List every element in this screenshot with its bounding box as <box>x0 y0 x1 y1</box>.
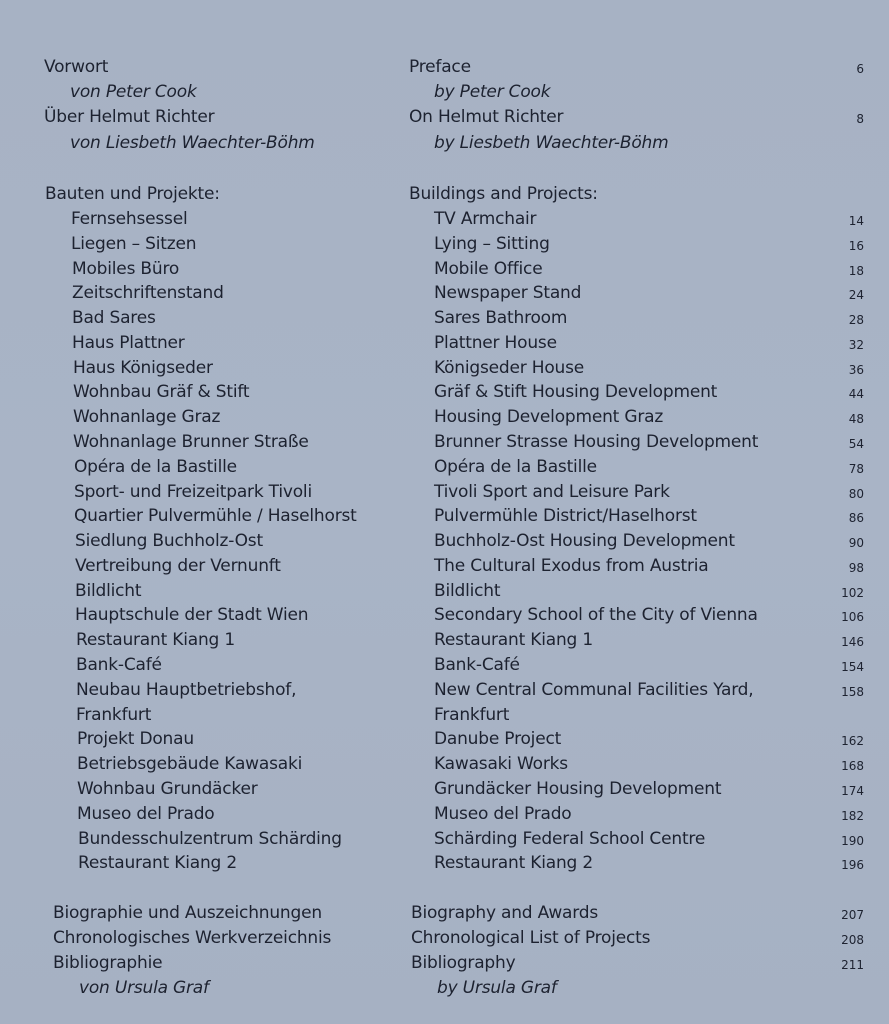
page-number: 154 <box>841 660 864 675</box>
page-number: 86 <box>848 511 864 526</box>
entry-title-en: Chronological List of Projects <box>411 928 651 948</box>
page-number: 90 <box>848 536 864 551</box>
entry-title-en: Frankfurt <box>434 704 510 725</box>
section-heading <box>0 182 889 207</box>
entry-title-de: Bildlicht <box>75 580 142 601</box>
entry-title-de: Hauptschule der Stadt Wien <box>75 605 309 626</box>
entry-title-de: von Ursula Graf <box>79 978 209 998</box>
toc-entry <box>0 951 889 976</box>
entry-title-de: Wohnanlage Brunner Straße <box>73 432 309 453</box>
entry-title-en: by Liesbeth Waechter-Böhm <box>434 133 669 153</box>
toc-entry <box>0 55 889 80</box>
toc-entry <box>0 80 889 105</box>
entry-title-de: Wohnanlage Graz <box>73 407 221 428</box>
entry-title-de: Bibliographie <box>53 953 163 973</box>
entry-title-en: Buchholz-Ost Housing Development <box>434 531 735 552</box>
entry-title-de: Liegen – Sitzen <box>71 233 197 254</box>
page-number: 18 <box>848 263 864 278</box>
entry-title-en: Königseder House <box>434 357 585 378</box>
entry-title-en: Opéra de la Bastille <box>434 456 597 477</box>
toc-entry <box>0 727 889 752</box>
toc-entry <box>0 554 889 579</box>
entry-title-de: Restaurant Kiang 1 <box>76 630 235 651</box>
entry-title-en: Buildings and Projects: <box>409 184 598 204</box>
entry-title-en: Museo del Prado <box>434 803 572 824</box>
entry-title-en: Secondary School of the City of Vienna <box>434 605 758 626</box>
entry-title-en: Tivoli Sport and Leisure Park <box>434 481 670 502</box>
page-number: 54 <box>848 437 864 452</box>
entry-title-en: Gräf & Stift Housing Development <box>434 382 718 403</box>
entry-title-en: Sares Bathroom <box>434 308 568 329</box>
toc-entry <box>0 579 889 604</box>
entry-title-en: by Ursula Graf <box>437 978 557 998</box>
entry-title-de: Biographie und Auszeichnungen <box>53 903 322 923</box>
toc-entry <box>0 405 889 430</box>
entry-title-de: Wohnbau Gräf & Stift <box>73 382 250 403</box>
entry-title-en: TV Armchair <box>434 209 537 229</box>
page-number: 168 <box>841 759 864 774</box>
entry-title-de: Über Helmut Richter <box>44 107 215 127</box>
entry-title-en: Schärding Federal School Centre <box>434 828 706 849</box>
entry-title-de: Vertreibung der Vernunft <box>75 555 281 576</box>
entry-title-de: Wohnbau Grundäcker <box>77 778 258 799</box>
page-number: 162 <box>841 734 864 749</box>
entry-title-de: Chronologisches Werkverzeichnis <box>53 928 332 948</box>
page-number: 8 <box>856 112 864 126</box>
page-number: 207 <box>841 908 864 922</box>
page-number: 78 <box>848 461 864 476</box>
entry-title-en: Preface <box>409 57 471 77</box>
entry-title-en: Danube Project <box>434 729 562 750</box>
toc-entry <box>0 678 889 703</box>
entry-title-en: The Cultural Exodus from Austria <box>434 555 709 576</box>
page-number: 28 <box>848 313 864 328</box>
entry-title-de: Projekt Donau <box>77 729 194 750</box>
toc-entry <box>0 356 889 381</box>
toc-entry <box>0 207 889 232</box>
entry-title-de: Haus Königseder <box>73 357 213 378</box>
toc-entry <box>0 603 889 628</box>
toc-entry <box>0 331 889 356</box>
entry-title-de: Siedlung Buchholz-Ost <box>75 531 263 552</box>
entry-title-en: Bank-Café <box>434 655 520 676</box>
toc-entry <box>0 306 889 331</box>
page-number: 182 <box>841 808 864 823</box>
page-number: 32 <box>848 337 864 352</box>
page-number: 80 <box>848 486 864 501</box>
entry-title-en: Restaurant Kiang 2 <box>434 853 593 874</box>
entry-title-de: Opéra de la Bastille <box>74 456 237 477</box>
toc-entry <box>0 257 889 282</box>
entry-title-en: Biography and Awards <box>411 903 599 923</box>
entry-title-en: Mobile Office <box>434 258 543 279</box>
page-number: 48 <box>848 412 864 427</box>
entry-title-de: Neubau Hauptbetriebshof, <box>76 679 297 700</box>
entry-title-de: Haus Plattner <box>72 332 185 353</box>
page-number: 36 <box>848 362 864 377</box>
toc-entry <box>0 281 889 306</box>
entry-title-de: Betriebsgebäude Kawasaki <box>77 754 303 775</box>
page-number: 102 <box>841 585 864 600</box>
entry-title-de: von Peter Cook <box>70 82 197 102</box>
entry-title-en: On Helmut Richter <box>409 107 564 127</box>
page-number: 146 <box>841 635 864 650</box>
toc-entry <box>0 752 889 777</box>
page-number: 106 <box>841 610 864 625</box>
toc-entry <box>0 777 889 802</box>
toc-entry <box>0 504 889 529</box>
toc-entry <box>0 703 889 728</box>
entry-title-en: Kawasaki Works <box>434 754 568 775</box>
toc-entry <box>0 455 889 480</box>
toc-entry <box>0 380 889 405</box>
toc-entry <box>0 976 889 1001</box>
page-number: 211 <box>841 958 864 972</box>
entry-title-en: Bibliography <box>411 953 516 973</box>
page-number: 6 <box>856 62 864 76</box>
entry-title-de: Vorwort <box>44 57 109 77</box>
toc-entry <box>0 827 889 852</box>
toc-entry <box>0 430 889 455</box>
entry-title-en: Grundäcker Housing Development <box>434 778 722 799</box>
entry-title-en: Newspaper Stand <box>434 283 582 304</box>
entry-title-de: Sport- und Freizeitpark Tivoli <box>74 481 312 502</box>
toc-entry <box>0 653 889 678</box>
entry-title-en: Housing Development Graz <box>434 407 664 428</box>
toc-entry <box>0 131 889 156</box>
entry-title-de: Quartier Pulvermühle / Haselhorst <box>74 506 357 527</box>
page-number: 24 <box>848 288 864 303</box>
page-number: 174 <box>841 783 864 798</box>
entry-title-en: Plattner House <box>434 332 557 353</box>
toc-entry <box>0 901 889 926</box>
entry-title-de: Mobiles Büro <box>72 258 180 279</box>
page-number: 196 <box>841 858 864 873</box>
entry-title-de: Fernsehsessel <box>71 209 188 229</box>
page-number: 16 <box>848 238 864 253</box>
page-number: 190 <box>841 833 864 848</box>
toc-entry <box>0 628 889 653</box>
entry-title-de: Bad Sares <box>72 308 156 329</box>
entry-title-en: Lying – Sitting <box>434 233 550 254</box>
toc-entry <box>0 529 889 554</box>
entry-title-de: Bank-Café <box>76 655 162 676</box>
entry-title-de: Zeitschriftenstand <box>72 283 224 304</box>
toc-entry <box>0 926 889 951</box>
page-number: 44 <box>848 387 864 402</box>
entry-title-en: Restaurant Kiang 1 <box>434 630 593 651</box>
entry-title-de: Bauten und Projekte: <box>45 184 220 204</box>
entry-title-de: von Liesbeth Waechter-Böhm <box>70 133 315 153</box>
page-number: 14 <box>848 214 864 228</box>
page-number: 98 <box>848 560 864 575</box>
entry-title-en: Bildlicht <box>434 580 501 601</box>
entry-title-en: Brunner Strasse Housing Development <box>434 432 759 453</box>
entry-title-de: Frankfurt <box>76 704 152 725</box>
toc-entry <box>0 802 889 827</box>
page-number: 158 <box>841 684 864 699</box>
toc-entry <box>0 851 889 876</box>
entry-title-en: Pulvermühle District/Haselhorst <box>434 506 697 527</box>
toc-entry <box>0 105 889 130</box>
entry-title-de: Bundesschulzentrum Schärding <box>78 828 342 849</box>
entry-title-en: by Peter Cook <box>434 82 551 102</box>
page-number: 208 <box>841 933 864 947</box>
entry-title-en: New Central Communal Facilities Yard, <box>434 679 754 700</box>
entry-title-de: Museo del Prado <box>77 803 215 824</box>
toc-entry <box>0 480 889 505</box>
toc-entry <box>0 232 889 257</box>
entry-title-de: Restaurant Kiang 2 <box>78 853 237 874</box>
